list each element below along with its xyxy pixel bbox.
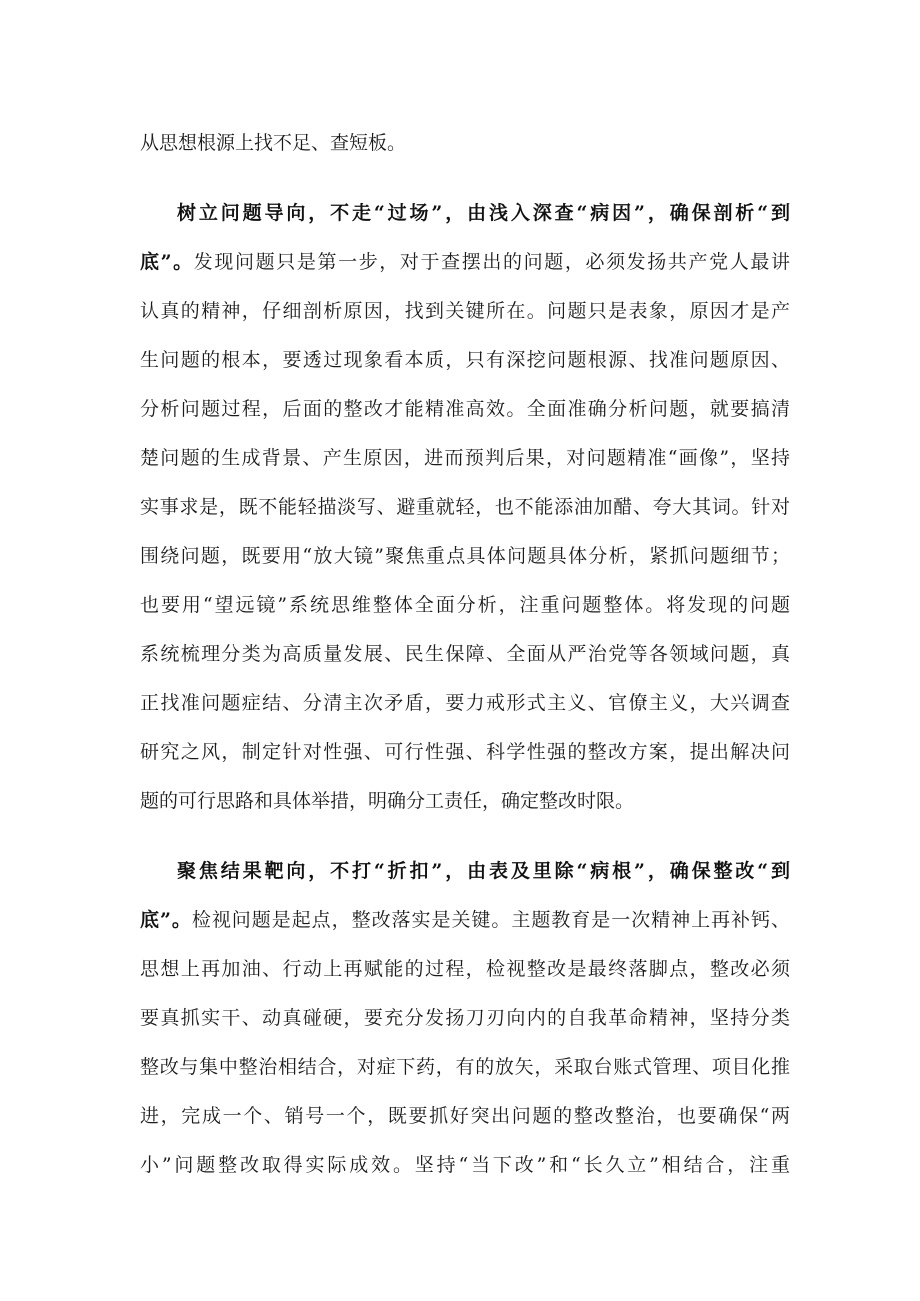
text-line: 研究之风，制定针对性强、可行性强、科学性强的整改方案，提出解决问 — [140, 741, 790, 763]
paragraph1-heading-end: 底”。 — [140, 251, 194, 273]
text-line: 从思想根源上找不足、查短板。 — [140, 132, 407, 154]
text-line: 思想上再加油、行动上再赋能的过程，检视整改是最终落脚点，整改必须 — [140, 958, 790, 980]
paragraph2-body-start: 检视问题是起点，整改落实是关键。主题教育是一次精神上再补钙、 — [191, 909, 790, 931]
text-line: 生问题的根本，要透过现象看本质，只有深挖问题根源、找准问题原因、 — [140, 349, 790, 371]
text-line: 楚问题的生成背景、产生原因，进而预判后果，对问题精准“画像”，坚持 — [140, 447, 790, 469]
paragraph1-heading-line: 树立问题导向，不走“过场”，由浅入深查“病因”，确保剖析“到 — [177, 202, 790, 224]
text-line: 也要用“望远镜”系统思维整体全面分析，注重问题整体。将发现的问题 — [140, 594, 790, 616]
text-line: 围绕问题，既要用“放大镜”聚焦重点具体问题具体分析，紧抓问题细节； — [140, 545, 790, 567]
text-line: 题的可行思路和具体举措，明确分工责任，确定整改时限。 — [140, 790, 635, 812]
paragraph2-heading-line: 聚焦结果靶向，不打“折扣”，由表及里除“病根”，确保整改“到 — [177, 860, 790, 882]
text-line: 正找准问题症结、分清主次矛盾，要力戒形式主义、官僚主义，大兴调查 — [140, 692, 790, 714]
text-line: 认真的精神，仔细剖析原因，找到关键所在。问题只是表象，原因才是产 — [140, 300, 790, 322]
paragraph1-heading-continuation — [140, 247, 790, 277]
text-line: 小”问题整改取得实际成效。坚持“当下改”和“长久立”相结合，注重 — [140, 1154, 790, 1176]
text-line: 要真抓实干、动真碰硬，要充分发扬刀刃向内的自我革命精神，坚持分类 — [140, 1007, 790, 1029]
paragraph1-body-start: 发现问题只是第一步，对于查摆出的问题，必须发扬共产党人最讲 — [193, 251, 790, 273]
text-line: 整改与集中整治相结合，对症下药，有的放矢，采取台账式管理、项目化推 — [140, 1056, 790, 1078]
paragraph2-heading-end: 底”。 — [140, 909, 192, 931]
text-line: 实事求是，既不能轻描淡写、避重就轻，也不能添油加醋、夸大其词。针对 — [140, 496, 790, 518]
text-line: 系统梳理分类为高质量发展、民生保障、全面从严治党等各领域问题，真 — [140, 643, 790, 665]
text-line: 进，完成一个、销号一个，既要抓好突出问题的整改整治，也要确保“两 — [140, 1105, 790, 1127]
text-line: 分析问题过程，后面的整改才能精准高效。全面准确分析问题，就要搞清 — [140, 398, 790, 420]
paragraph2-heading-continuation — [140, 905, 790, 935]
